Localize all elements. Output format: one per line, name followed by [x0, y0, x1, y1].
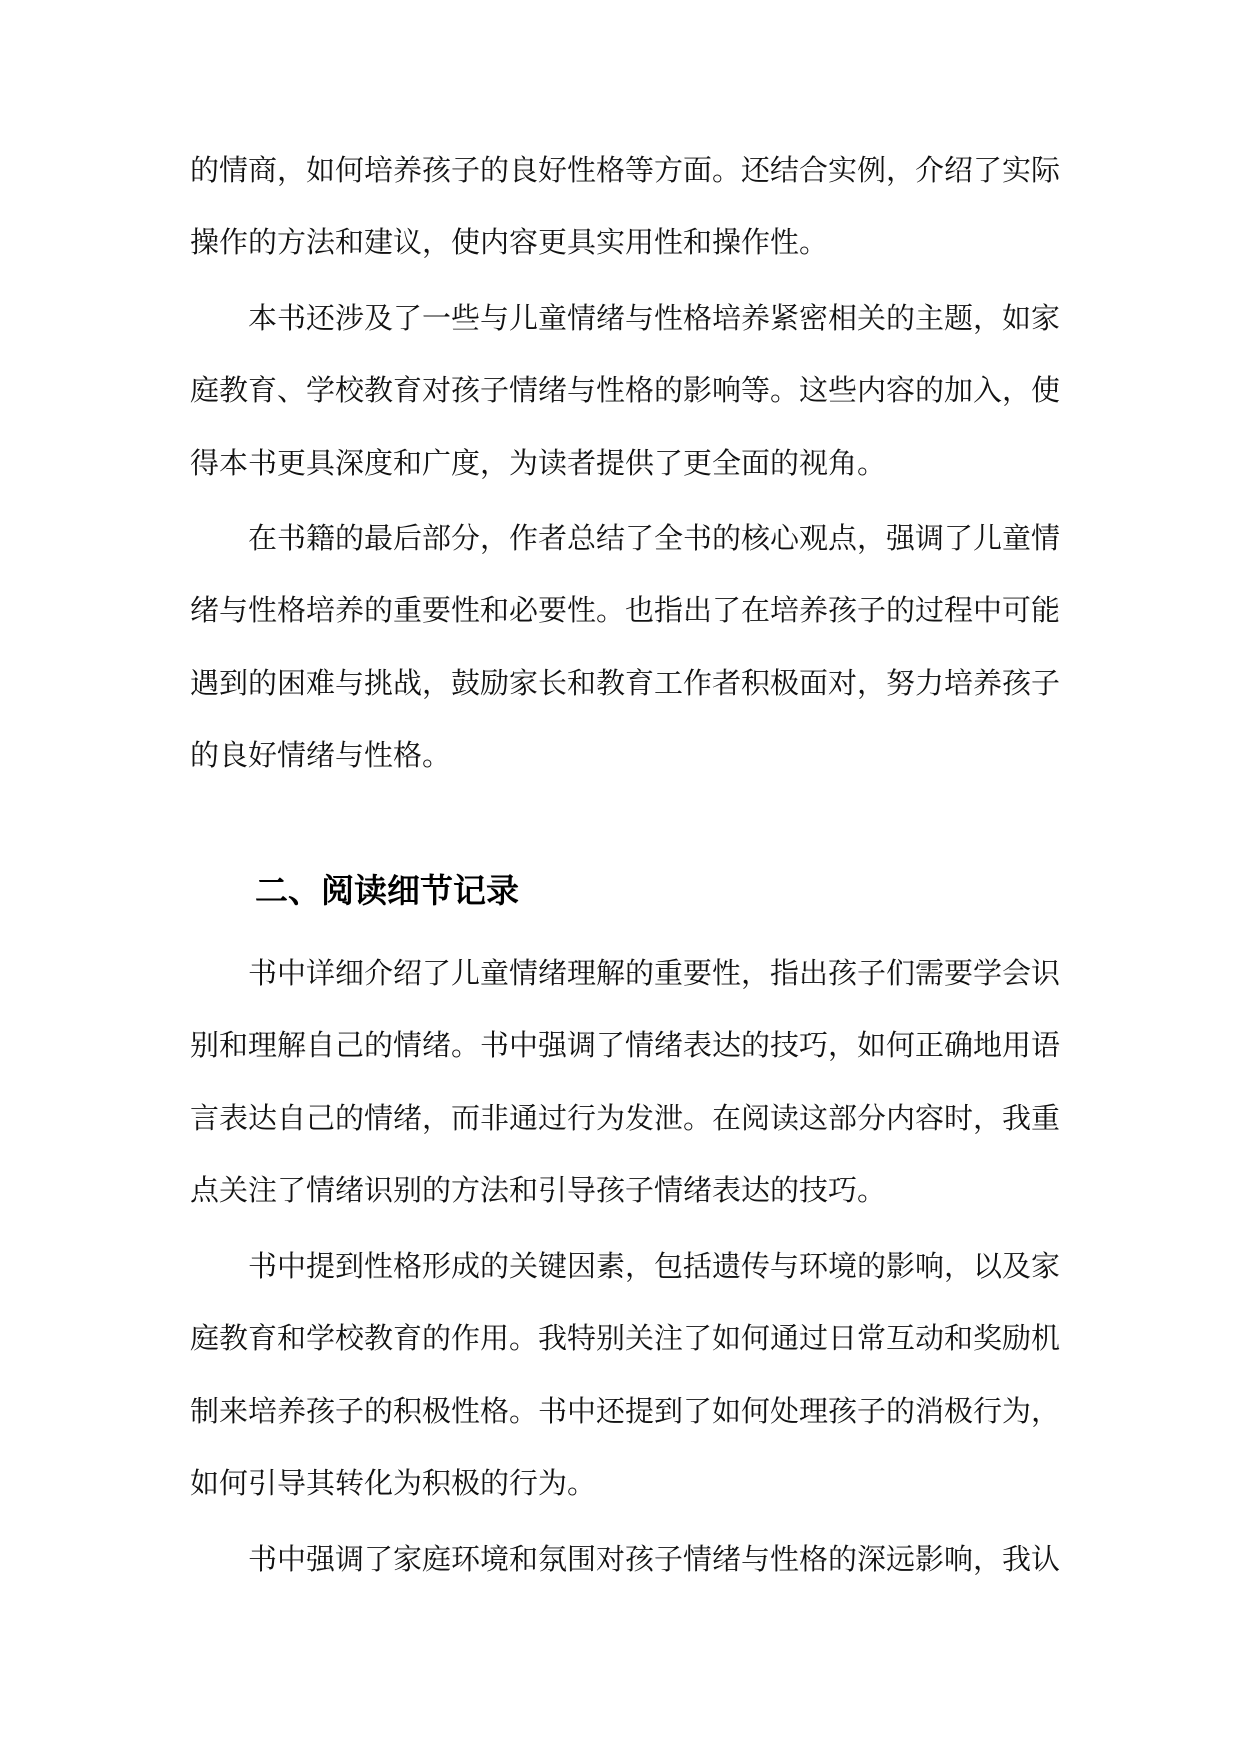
section-paragraph-1-line-1: 书中详细介绍了儿童情绪理解的重要性，指出孩子们需要学会识 — [248, 956, 1061, 990]
paragraph-3-line-2: 绪与性格培养的重要性和必要性。也指出了在培养孩子的过程中可能 — [190, 593, 1061, 627]
section-paragraph-1-line-2: 别和理解自己的情绪。书中强调了情绪表达的技巧，如何正确地用语 — [190, 1028, 1061, 1062]
paragraph-3-line-3: 遇到的困难与挑战，鼓励家长和教育工作者积极面对，努力培养孩子 — [190, 666, 1061, 700]
section-paragraph-1-line-4: 点关注了情绪识别的方法和引导孩子情绪表达的技巧。 — [190, 1173, 887, 1207]
section-paragraph-2-line-1: 书中提到性格形成的关键因素，包括遗传与环境的影响，以及家 — [248, 1249, 1061, 1283]
section-paragraph-3-line-1: 书中强调了家庭环境和氛围对孩子情绪与性格的深远影响，我认 — [248, 1542, 1061, 1576]
paragraph-2-line-1: 本书还涉及了一些与儿童情绪与性格培养紧密相关的主题，如家 — [248, 301, 1061, 335]
paragraph-3-line-1: 在书籍的最后部分，作者总结了全书的核心观点，强调了儿童情 — [248, 521, 1061, 555]
paragraph-3-line-4: 的良好情绪与性格。 — [190, 738, 452, 772]
paragraph-1-line-1: 的情商，如何培养孩子的良好性格等方面。还结合实例，介绍了实际 — [190, 153, 1061, 187]
paragraph-2-line-2: 庭教育、学校教育对孩子情绪与性格的影响等。这些内容的加入，使 — [190, 373, 1061, 407]
paragraph-1-line-2: 操作的方法和建议，使内容更具实用性和操作性。 — [190, 225, 829, 259]
section-paragraph-1-line-3: 言表达自己的情绪，而非通过行为发泄。在阅读这部分内容时，我重 — [190, 1101, 1061, 1135]
section-heading: 二、阅读细节记录 — [255, 871, 519, 910]
paragraph-2-line-3: 得本书更具深度和广度，为读者提供了更全面的视角。 — [190, 446, 887, 480]
section-paragraph-2-line-4: 如何引导其转化为积极的行为。 — [190, 1466, 597, 1500]
section-paragraph-2-line-3: 制来培养孩子的积极性格。书中还提到了如何处理孩子的消极行为， — [190, 1394, 1061, 1428]
section-paragraph-2-line-2: 庭教育和学校教育的作用。我特别关注了如何通过日常互动和奖励机 — [190, 1321, 1061, 1355]
